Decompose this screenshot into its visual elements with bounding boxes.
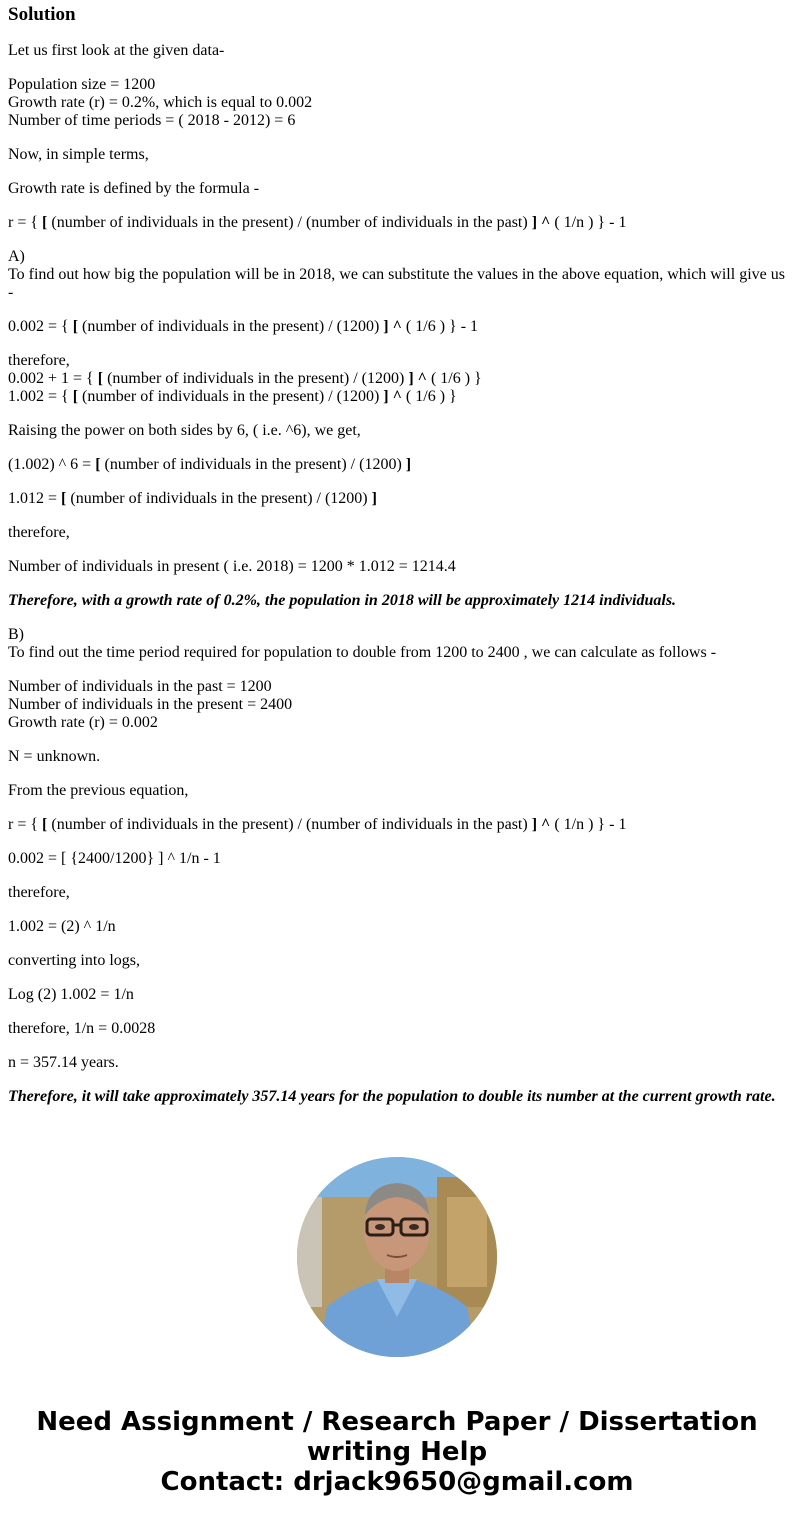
page-title: Solution: [8, 4, 76, 25]
part-b-conclusion: Therefore, it will take approximately 357.14 years for the population to double its number at the current growth rate.: [8, 1088, 776, 1105]
promo-contact: Contact: drjack9650@gmail.com: [160, 1467, 634, 1497]
given-population: Population size = 1200: [8, 76, 156, 93]
part-a-eq1: 0.002 = { [ (number of individuals in the present) / (1200) ] ^ ( 1/6 ) } - 1: [8, 318, 479, 335]
part-b-eq1: r = { [ (number of individuals in the present) / (number of individuals in the past) ] ^ ( 1/n ) } - 1: [8, 816, 627, 833]
part-b-intro: To find out the time period required for population to double from 1200 to 2400 , we can calculate as follows -: [8, 644, 717, 661]
part-b-eq4: Log (2) 1.002 = 1/n: [8, 986, 134, 1003]
promo-line-2: writing Help: [306, 1437, 488, 1467]
formula-intro: Growth rate is defined by the formula -: [8, 180, 260, 197]
part-b-eq2: 0.002 = [ {2400/1200} ] ^ 1/n - 1: [8, 850, 221, 867]
part-b-label: B): [8, 626, 24, 643]
promo-line-1: Need Assignment / Research Paper / Dissertation: [36, 1407, 758, 1437]
author-photo: [297, 1157, 497, 1357]
part-b-eq3: 1.002 = (2) ^ 1/n: [8, 918, 116, 935]
part-a-eq2-eq3: therefore, 0.002 + 1 = { [ (number of individuals in the present) / (1200) ] ^ ( 1/6 ) } 1.002 = { [ (number of individuals in the present) / (1200) ] ^ ( 1/6 ) }: [8, 352, 482, 405]
part-b-given: Number of individuals in the past = 1200 Number of individuals in the present = 2400 Growth rate (r) = 0.002: [8, 678, 293, 731]
part-a-eq4: (1.002) ^ 6 = [ (number of individuals in the present) / (1200) ]: [8, 456, 412, 473]
part-a-conclusion: Therefore, with a growth rate of 0.2%, the population in 2018 will be approximately 1214 individuals.: [8, 592, 677, 609]
promo-banner: [0, 1407, 794, 1497]
part-b-eq5: therefore, 1/n = 0.0028: [8, 1020, 156, 1037]
part-b-n-unknown: N = unknown.: [8, 748, 101, 765]
given-growth-rate: Growth rate (r) = 0.2%, which is equal to 0.002: [8, 94, 313, 111]
part-b-logs: converting into logs,: [8, 952, 140, 969]
part-b-eq6: n = 357.14 years.: [8, 1054, 119, 1071]
author-photo-image: [297, 1157, 497, 1357]
part-b: [8, 626, 786, 662]
part-a-label: A): [8, 248, 25, 265]
part-b-therefore: therefore,: [8, 884, 70, 901]
given-time-periods: Number of time periods = ( 2018 - 2012) = 6: [8, 112, 296, 129]
solution-document: [0, 4, 794, 1106]
raising-power: Raising the power on both sides by 6, ( i.e. ^6), we get,: [8, 422, 361, 439]
intro-text: Let us first look at the given data-: [8, 42, 225, 59]
part-a: [8, 248, 786, 302]
part-b-previous: From the previous equation,: [8, 782, 189, 799]
part-a-eq5: 1.012 = [ (number of individuals in the present) / (1200) ]: [8, 490, 377, 507]
part-a-intro: To find out how big the population will be in 2018, we can substitute the values in the above equation, which will give us -: [8, 266, 785, 301]
part-a-therefore: therefore,: [8, 524, 70, 541]
part-a-result: Number of individuals in present ( i.e. 2018) = 1200 * 1.012 = 1214.4: [8, 558, 456, 575]
growth-formula: r = { [ (number of individuals in the present) / (number of individuals in the past) ] ^ ( 1/n ) } - 1: [8, 214, 627, 231]
given-data: [8, 76, 786, 130]
simple-terms: Now, in simple terms,: [8, 146, 149, 163]
